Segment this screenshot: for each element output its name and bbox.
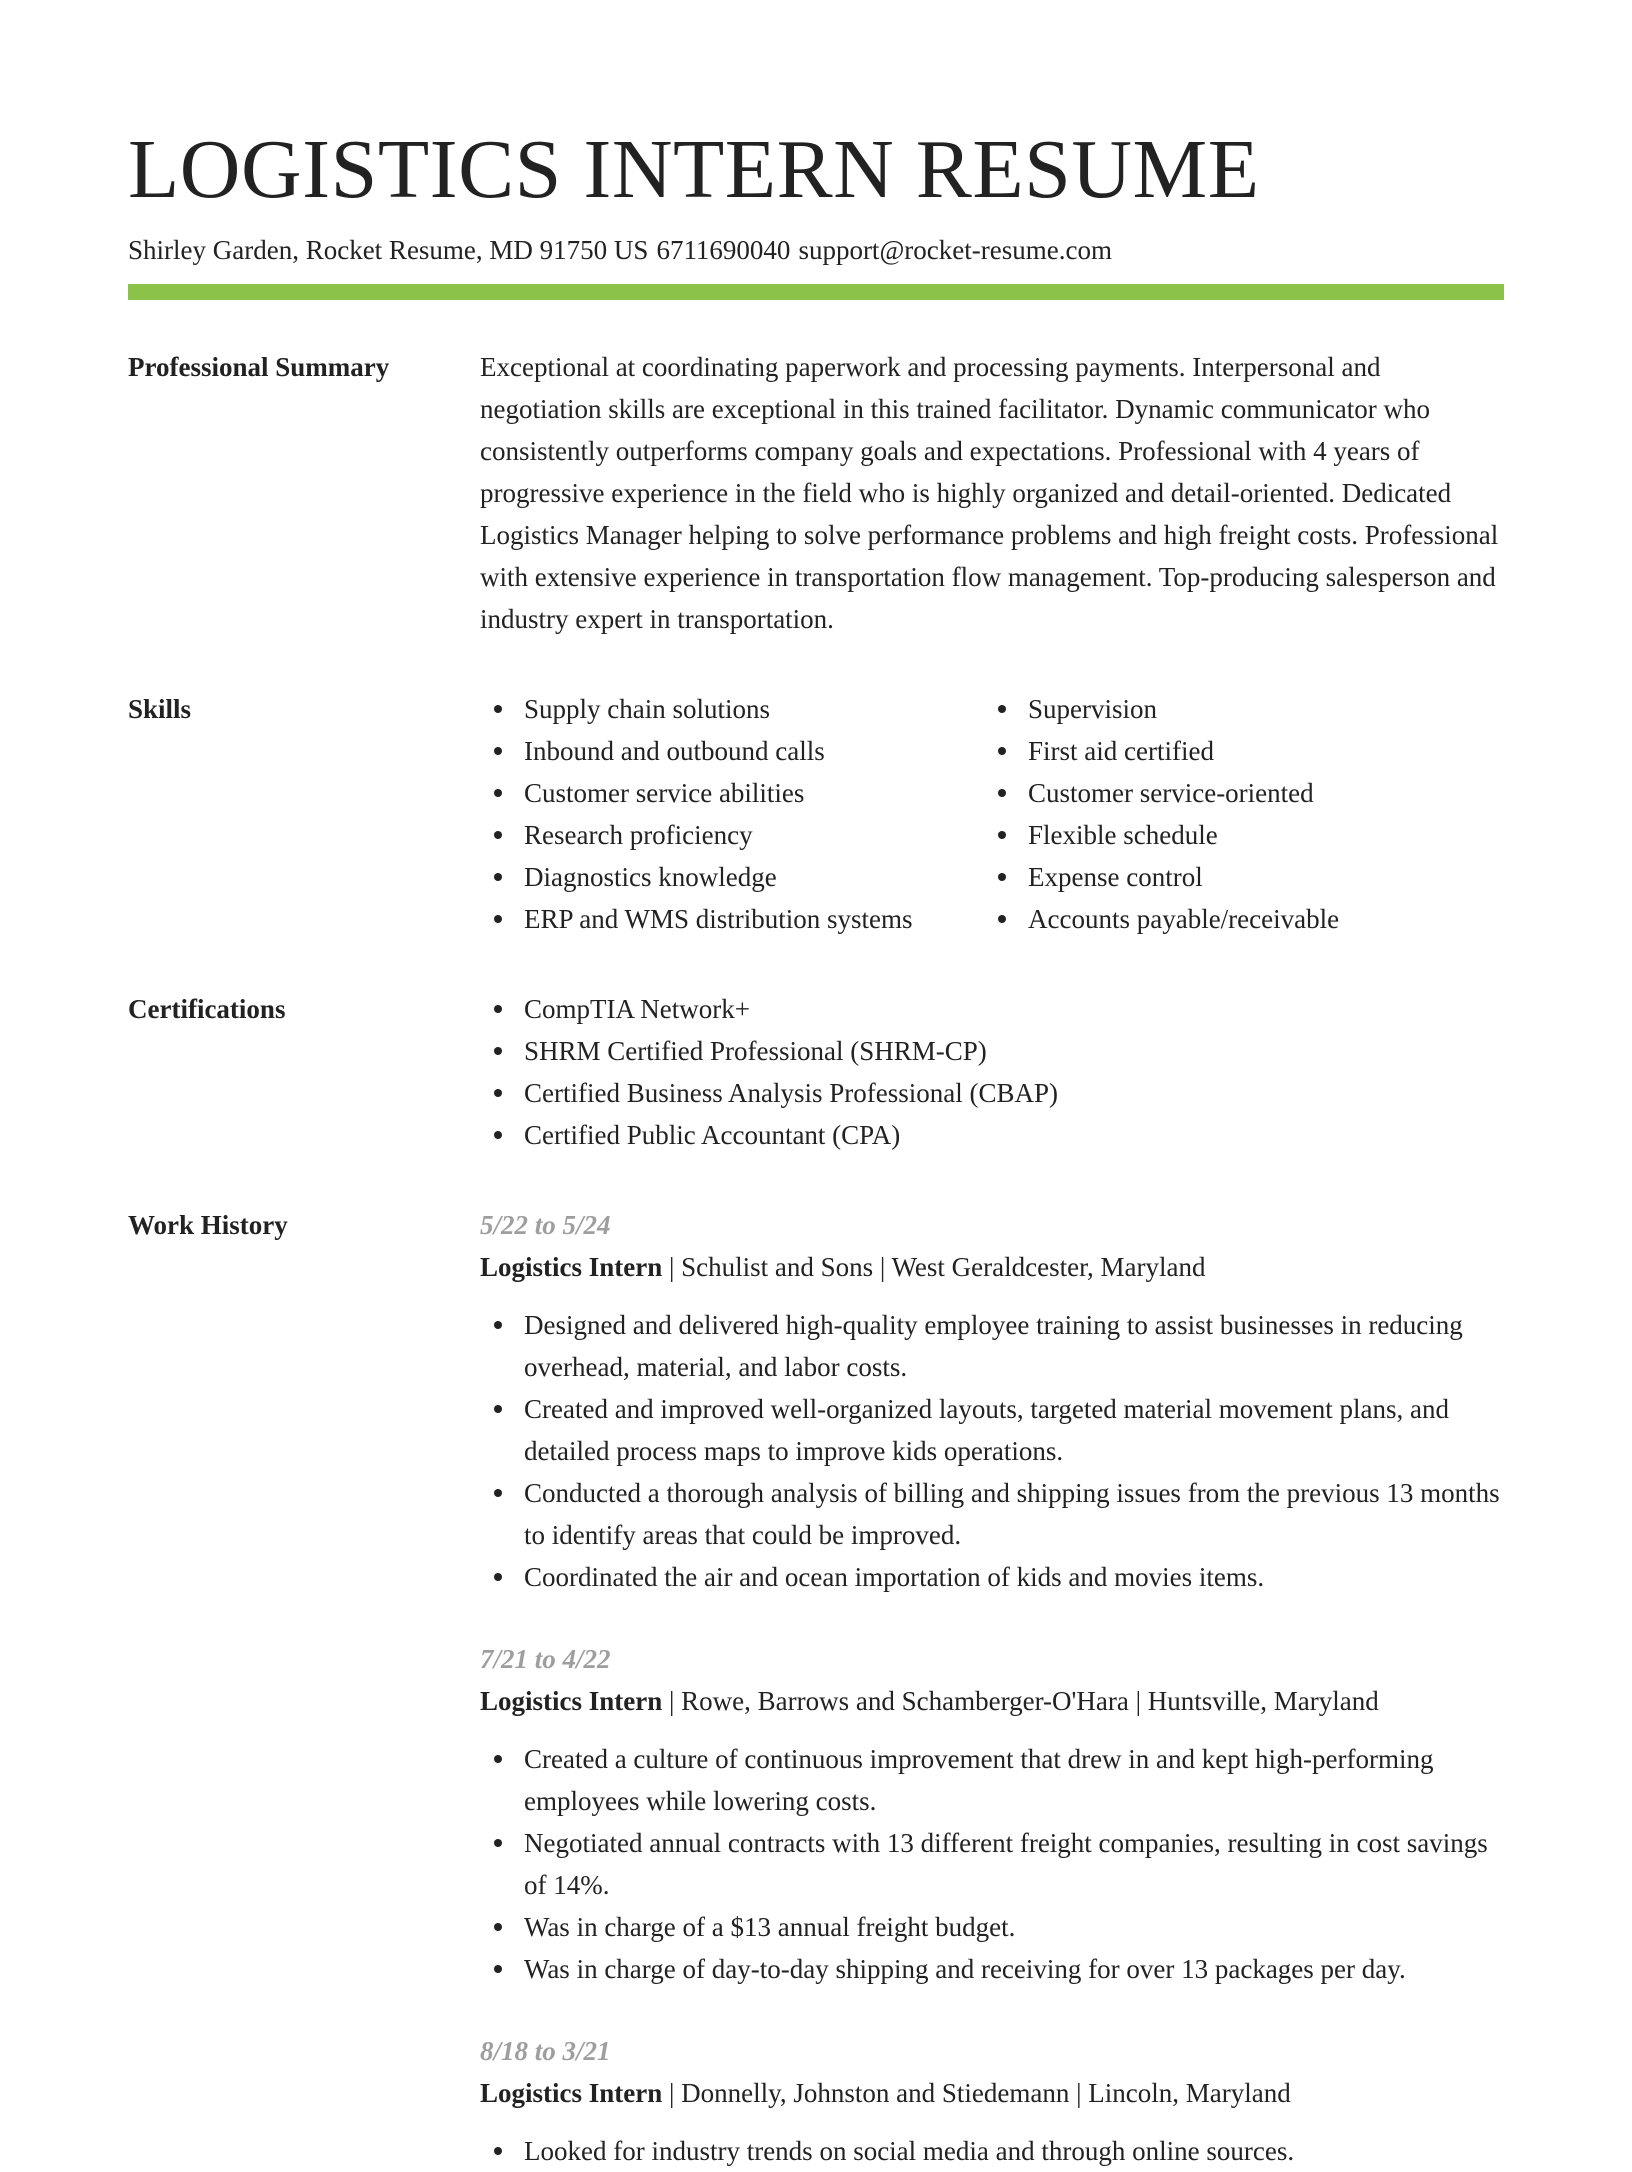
contact-phone: 6711690040: [656, 235, 791, 265]
job-bullet: Created a culture of continuous improvement that drew in and kept high-performing employees while lowering costs.: [524, 1738, 1504, 1822]
job-bullets: [480, 1738, 1504, 1990]
certifications-list: [480, 988, 1504, 1156]
summary-heading: Professional Summary: [128, 352, 390, 382]
certification-item: SHRM Certified Professional (SHRM-CP): [524, 1030, 1504, 1072]
job-heading: [480, 1246, 1504, 1288]
work-history-heading: Work History: [128, 1210, 288, 1240]
resume-page: [128, 118, 1504, 2172]
skills-heading: Skills: [128, 694, 192, 724]
resume-title: LOGISTICS INTERN RESUME: [128, 123, 1260, 216]
job-heading: [480, 2072, 1504, 2114]
job-bullets: [480, 2130, 1504, 2172]
job-bullet: Conducted a thorough analysis of billing and shipping issues from the previous 13 months to identify areas that could be improved.: [524, 1472, 1504, 1556]
summary-body: [480, 346, 1504, 640]
job-entry: [480, 1204, 1504, 1598]
job-heading: [480, 1680, 1504, 1722]
job-title: Logistics Intern: [480, 2078, 663, 2108]
summary-section: [128, 346, 1504, 640]
skill-item: Expense control: [1028, 856, 1339, 898]
certifications-section: [128, 988, 1504, 1156]
summary-text: Exceptional at coordinating paperwork and processing payments. Interpersonal and negotiation skills are exceptional in this trained facilitator. Dynamic communicator who consistently outperforms company goals and expectations. Professional with 4 years of progressive experience in the field who is highly organized and detail-oriented. Dedicated Logistics Manager helping to solve performance problems and high freight costs. Professional with extensive experience in transportation flow management. Top-producing salesperson and industry expert in transportation.: [480, 352, 1499, 634]
skill-item: Research proficiency: [524, 814, 984, 856]
skill-item: Customer service-oriented: [1028, 772, 1339, 814]
skill-item: Supervision: [1028, 688, 1339, 730]
job-employer-location: | Donnelly, Johnston and Stiedemann | Lincoln, Maryland: [662, 2078, 1291, 2108]
certifications-heading: Certifications: [128, 994, 286, 1024]
job-dates: 7/21 to 4/22: [480, 1644, 611, 1674]
job-dates: 8/18 to 3/21: [480, 2036, 611, 2066]
job-employer-location: | Rowe, Barrows and Schamberger-O'Hara | Huntsville, Maryland: [662, 1686, 1379, 1716]
job-employer-location: | Schulist and Sons | West Geraldcester, Maryland: [662, 1252, 1206, 1282]
skills-list-right: [984, 688, 1339, 940]
header-accent-rule: [128, 284, 1504, 300]
skill-item: ERP and WMS distribution systems: [524, 898, 984, 940]
skills-section: [128, 688, 1504, 940]
skill-item: Inbound and outbound calls: [524, 730, 984, 772]
job-bullet: Was in charge of a $13 annual freight budget.: [524, 1906, 1504, 1948]
certification-item: Certified Public Accountant (CPA): [524, 1114, 1504, 1156]
skills-columns: [480, 688, 1504, 940]
job-title: Logistics Intern: [480, 1686, 663, 1716]
job-bullets: [480, 1304, 1504, 1598]
contact-address: Shirley Garden, Rocket Resume, MD 91750 US: [128, 235, 649, 265]
job-bullet: Designed and delivered high-quality employee training to assist businesses in reducing overhead, material, and labor costs.: [524, 1304, 1504, 1388]
job-entry: [480, 2030, 1504, 2172]
certification-item: CompTIA Network+: [524, 988, 1504, 1030]
job-bullet: Looked for industry trends on social media and through online sources.: [524, 2130, 1504, 2172]
certifications-body: [480, 988, 1504, 1156]
skill-item: Customer service abilities: [524, 772, 984, 814]
skills-body: [480, 688, 1504, 940]
skill-item: Supply chain solutions: [524, 688, 984, 730]
skill-item: Flexible schedule: [1028, 814, 1339, 856]
certification-item: Certified Business Analysis Professional (CBAP): [524, 1072, 1504, 1114]
contact-email: support@rocket-resume.com: [798, 235, 1112, 265]
job-entry: [480, 1638, 1504, 1990]
work-history-section: [128, 1204, 1504, 2172]
job-bullet: Was in charge of day-to-day shipping and receiving for over 13 packages per day.: [524, 1948, 1504, 1990]
skills-list-left: [480, 688, 984, 940]
work-history-body: [480, 1204, 1504, 2172]
skill-item: Accounts payable/receivable: [1028, 898, 1339, 940]
job-title: Logistics Intern: [480, 1252, 663, 1282]
job-dates: 5/22 to 5/24: [480, 1210, 611, 1240]
skill-item: Diagnostics knowledge: [524, 856, 984, 898]
job-bullet: Coordinated the air and ocean importation of kids and movies items.: [524, 1556, 1504, 1598]
job-bullet: Negotiated annual contracts with 13 different freight companies, resulting in cost savings of 14%.: [524, 1822, 1504, 1906]
job-bullet: Created and improved well-organized layouts, targeted material movement plans, and detailed process maps to improve kids operations.: [524, 1388, 1504, 1472]
skill-item: First aid certified: [1028, 730, 1339, 772]
contact-line: [128, 232, 1504, 268]
